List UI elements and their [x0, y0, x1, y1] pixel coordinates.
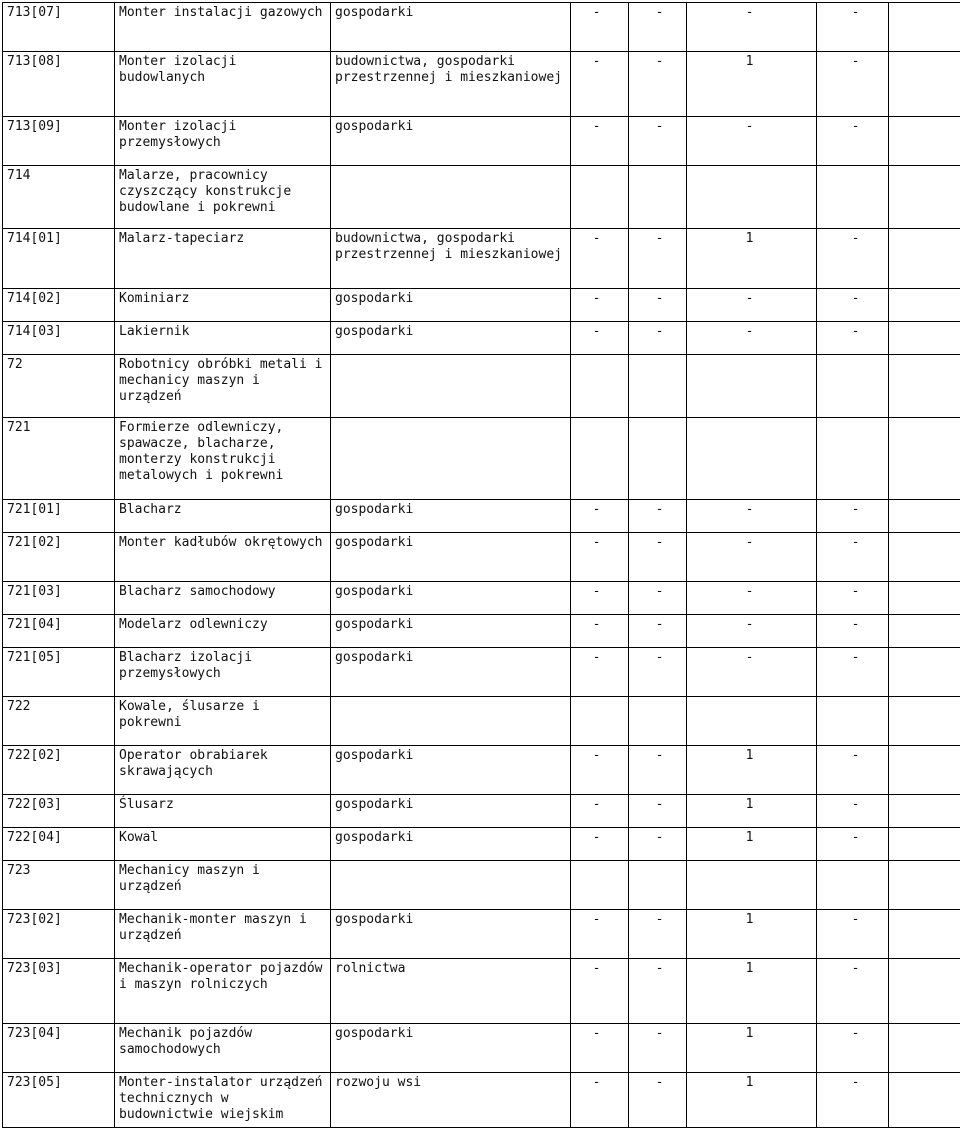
table-row [3, 3, 960, 52]
value-cell-1: - [571, 1073, 629, 1128]
occupation-name-cell: Monter instalacji gazowych [115, 3, 331, 52]
empty-cell [889, 910, 960, 959]
occupation-code-cell: 721[03] [3, 582, 115, 615]
value-cell-2: - [629, 648, 687, 697]
value-cell-1: - [571, 959, 629, 1024]
value-cell-3: 1 [687, 959, 817, 1024]
value-cell-3: 1 [687, 795, 817, 828]
occupation-code-cell: 72 [3, 355, 115, 418]
occupation-code-cell: 713[07] [3, 3, 115, 52]
occupation-name-cell: Blacharz [115, 500, 331, 533]
empty-cell [889, 418, 960, 500]
value-cell-2 [629, 166, 687, 229]
value-cell-2 [629, 355, 687, 418]
empty-cell [889, 355, 960, 418]
value-cell-4: - [817, 959, 889, 1024]
value-cell-3: - [687, 615, 817, 648]
value-cell-1: - [571, 3, 629, 52]
value-cell-4: - [817, 117, 889, 166]
value-cell-3 [687, 418, 817, 500]
specialization-cell: gospodarki [331, 746, 571, 795]
empty-cell [889, 3, 960, 52]
specialization-cell: gospodarki [331, 828, 571, 861]
value-cell-4: - [817, 289, 889, 322]
value-cell-4: - [817, 3, 889, 52]
specialization-cell: gospodarki [331, 117, 571, 166]
table-row [3, 533, 960, 582]
empty-cell [889, 648, 960, 697]
value-cell-4: - [817, 229, 889, 289]
empty-cell [889, 697, 960, 746]
empty-cell [889, 582, 960, 615]
occupation-code-cell: 714[01] [3, 229, 115, 289]
value-cell-2: - [629, 1073, 687, 1128]
table-row [3, 355, 960, 418]
value-cell-3: - [687, 117, 817, 166]
occupation-name-cell: Malarze, pracownicy czyszczący konstrukcje budowlane i pokrewni [115, 166, 331, 229]
value-cell-1: - [571, 1024, 629, 1073]
value-cell-2: - [629, 828, 687, 861]
value-cell-1: - [571, 52, 629, 117]
value-cell-4: - [817, 500, 889, 533]
value-cell-3: 1 [687, 1024, 817, 1073]
value-cell-4: - [817, 746, 889, 795]
specialization-cell [331, 697, 571, 746]
value-cell-3: 1 [687, 828, 817, 861]
table-row [3, 828, 960, 861]
value-cell-1 [571, 697, 629, 746]
occupation-name-cell: Kowal [115, 828, 331, 861]
occupation-code-cell: 721[02] [3, 533, 115, 582]
occupation-name-cell: Ślusarz [115, 795, 331, 828]
value-cell-2 [629, 418, 687, 500]
specialization-cell: gospodarki [331, 648, 571, 697]
value-cell-2: - [629, 959, 687, 1024]
occupation-code-cell: 721 [3, 418, 115, 500]
value-cell-3 [687, 355, 817, 418]
table-row [3, 418, 960, 500]
value-cell-1: - [571, 746, 629, 795]
value-cell-2: - [629, 910, 687, 959]
specialization-cell: budownictwa, gospodarki przestrzennej i mieszkaniowej [331, 229, 571, 289]
value-cell-1: - [571, 289, 629, 322]
empty-cell [889, 52, 960, 117]
occupation-code-cell: 721[01] [3, 500, 115, 533]
occupation-name-cell: Operator obrabiarek skrawających [115, 746, 331, 795]
empty-cell [889, 1073, 960, 1128]
empty-cell [889, 746, 960, 795]
value-cell-1: - [571, 500, 629, 533]
value-cell-2: - [629, 500, 687, 533]
table-row [3, 648, 960, 697]
occupation-name-cell: Mechanik-monter maszyn i urządzeń [115, 910, 331, 959]
value-cell-4 [817, 861, 889, 910]
table-row [3, 697, 960, 746]
specialization-cell: gospodarki [331, 615, 571, 648]
specialization-cell: rolnictwa [331, 959, 571, 1024]
occupation-name-cell: Mechanicy maszyn i urządzeń [115, 861, 331, 910]
occupation-code-cell: 714[03] [3, 322, 115, 355]
specialization-cell: gospodarki [331, 1024, 571, 1073]
empty-cell [889, 615, 960, 648]
occupation-code-cell: 723[02] [3, 910, 115, 959]
value-cell-4 [817, 418, 889, 500]
occupation-code-cell: 722[04] [3, 828, 115, 861]
occupation-name-cell: Monter-instalator urządzeń technicznych w budownictwie wiejskim [115, 1073, 331, 1128]
value-cell-3: - [687, 322, 817, 355]
value-cell-4: - [817, 615, 889, 648]
occupation-code-cell: 722 [3, 697, 115, 746]
value-cell-4: - [817, 533, 889, 582]
occupation-name-cell: Mechanik pojazdów samochodowych [115, 1024, 331, 1073]
occupation-code-cell: 723[05] [3, 1073, 115, 1128]
occupation-name-cell: Blacharz izolacji przemysłowych [115, 648, 331, 697]
occupation-code-cell: 721[04] [3, 615, 115, 648]
value-cell-4: - [817, 910, 889, 959]
value-cell-2: - [629, 1024, 687, 1073]
value-cell-2: - [629, 582, 687, 615]
value-cell-4: - [817, 322, 889, 355]
value-cell-2 [629, 697, 687, 746]
table-row [3, 289, 960, 322]
occupation-name-cell: Kowale, ślusarze i pokrewni [115, 697, 331, 746]
empty-cell [889, 533, 960, 582]
specialization-cell: gospodarki [331, 3, 571, 52]
value-cell-2 [629, 861, 687, 910]
occupation-name-cell: Kominiarz [115, 289, 331, 322]
specialization-cell: gospodarki [331, 795, 571, 828]
specialization-cell: gospodarki [331, 500, 571, 533]
specialization-cell: rozwoju wsi [331, 1073, 571, 1128]
value-cell-1 [571, 861, 629, 910]
table-row [3, 1073, 960, 1128]
value-cell-3: 1 [687, 229, 817, 289]
occupation-name-cell: Monter izolacji budowlanych [115, 52, 331, 117]
occupation-name-cell: Blacharz samochodowy [115, 582, 331, 615]
occupation-code-cell: 713[09] [3, 117, 115, 166]
table-row [3, 500, 960, 533]
value-cell-2: - [629, 289, 687, 322]
specialization-cell: gospodarki [331, 910, 571, 959]
empty-cell [889, 861, 960, 910]
table-row [3, 795, 960, 828]
value-cell-4: - [817, 1073, 889, 1128]
specialization-cell [331, 418, 571, 500]
table-row [3, 615, 960, 648]
occupation-name-cell: Monter kadłubów okrętowych [115, 533, 331, 582]
occupation-name-cell: Robotnicy obróbki metali i mechanicy maszyn i urządzeń [115, 355, 331, 418]
value-cell-4: - [817, 795, 889, 828]
value-cell-4: - [817, 648, 889, 697]
specialization-cell: gospodarki [331, 582, 571, 615]
value-cell-3 [687, 697, 817, 746]
occupation-code-cell: 721[05] [3, 648, 115, 697]
value-cell-1: - [571, 828, 629, 861]
value-cell-4 [817, 166, 889, 229]
occupation-code-cell: 723 [3, 861, 115, 910]
occupation-name-cell: Monter izolacji przemysłowych [115, 117, 331, 166]
specialization-cell [331, 355, 571, 418]
empty-cell [889, 289, 960, 322]
value-cell-4 [817, 355, 889, 418]
empty-cell [889, 795, 960, 828]
empty-cell [889, 500, 960, 533]
value-cell-2: - [629, 615, 687, 648]
occupation-name-cell: Modelarz odlewniczy [115, 615, 331, 648]
specialization-cell: budownictwa, gospodarki przestrzennej i mieszkaniowej [331, 52, 571, 117]
value-cell-4: - [817, 52, 889, 117]
value-cell-3: - [687, 289, 817, 322]
table-row [3, 582, 960, 615]
specialization-cell: gospodarki [331, 322, 571, 355]
specialization-cell: gospodarki [331, 533, 571, 582]
value-cell-1 [571, 166, 629, 229]
value-cell-1: - [571, 615, 629, 648]
table-row [3, 322, 960, 355]
value-cell-3 [687, 166, 817, 229]
occupation-code-cell: 723[03] [3, 959, 115, 1024]
occupation-code-cell: 722[02] [3, 746, 115, 795]
value-cell-4: - [817, 828, 889, 861]
table-row [3, 910, 960, 959]
value-cell-1: - [571, 648, 629, 697]
table-row [3, 1024, 960, 1073]
occupation-table [2, 2, 960, 1128]
occupation-name-cell: Mechanik-operator pojazdów i maszyn rolniczych [115, 959, 331, 1024]
value-cell-3: - [687, 533, 817, 582]
specialization-cell: gospodarki [331, 289, 571, 322]
value-cell-3: - [687, 3, 817, 52]
empty-cell [889, 1024, 960, 1073]
table-body [3, 3, 960, 1128]
empty-cell [889, 166, 960, 229]
occupation-name-cell: Malarz-tapeciarz [115, 229, 331, 289]
table-row [3, 959, 960, 1024]
value-cell-4: - [817, 582, 889, 615]
value-cell-1: - [571, 582, 629, 615]
empty-cell [889, 117, 960, 166]
occupation-code-cell: 723[04] [3, 1024, 115, 1073]
value-cell-2: - [629, 3, 687, 52]
value-cell-2: - [629, 52, 687, 117]
value-cell-1: - [571, 322, 629, 355]
empty-cell [889, 322, 960, 355]
occupation-code-cell: 722[03] [3, 795, 115, 828]
value-cell-3 [687, 861, 817, 910]
value-cell-4 [817, 697, 889, 746]
occupation-code-cell: 714 [3, 166, 115, 229]
value-cell-3: 1 [687, 52, 817, 117]
value-cell-1: - [571, 795, 629, 828]
value-cell-3: 1 [687, 910, 817, 959]
value-cell-1: - [571, 533, 629, 582]
table-row [3, 746, 960, 795]
value-cell-2: - [629, 533, 687, 582]
value-cell-1: - [571, 117, 629, 166]
value-cell-2: - [629, 795, 687, 828]
value-cell-2: - [629, 117, 687, 166]
value-cell-3: 1 [687, 1073, 817, 1128]
value-cell-1: - [571, 910, 629, 959]
value-cell-3: - [687, 648, 817, 697]
occupation-name-cell: Lakiernik [115, 322, 331, 355]
value-cell-1 [571, 418, 629, 500]
table-row [3, 166, 960, 229]
occupation-code-cell: 713[08] [3, 52, 115, 117]
value-cell-3: - [687, 582, 817, 615]
table-row [3, 861, 960, 910]
table-row [3, 117, 960, 166]
value-cell-2: - [629, 229, 687, 289]
occupation-name-cell: Formierze odlewniczy, spawacze, blacharze, monterzy konstrukcji metalowych i pokrewni [115, 418, 331, 500]
value-cell-3: - [687, 500, 817, 533]
value-cell-1 [571, 355, 629, 418]
specialization-cell [331, 166, 571, 229]
empty-cell [889, 959, 960, 1024]
value-cell-1: - [571, 229, 629, 289]
empty-cell [889, 828, 960, 861]
value-cell-3: 1 [687, 746, 817, 795]
table-row [3, 229, 960, 289]
empty-cell [889, 229, 960, 289]
value-cell-2: - [629, 746, 687, 795]
specialization-cell [331, 861, 571, 910]
table-row [3, 52, 960, 117]
occupation-code-cell: 714[02] [3, 289, 115, 322]
value-cell-2: - [629, 322, 687, 355]
value-cell-4: - [817, 1024, 889, 1073]
